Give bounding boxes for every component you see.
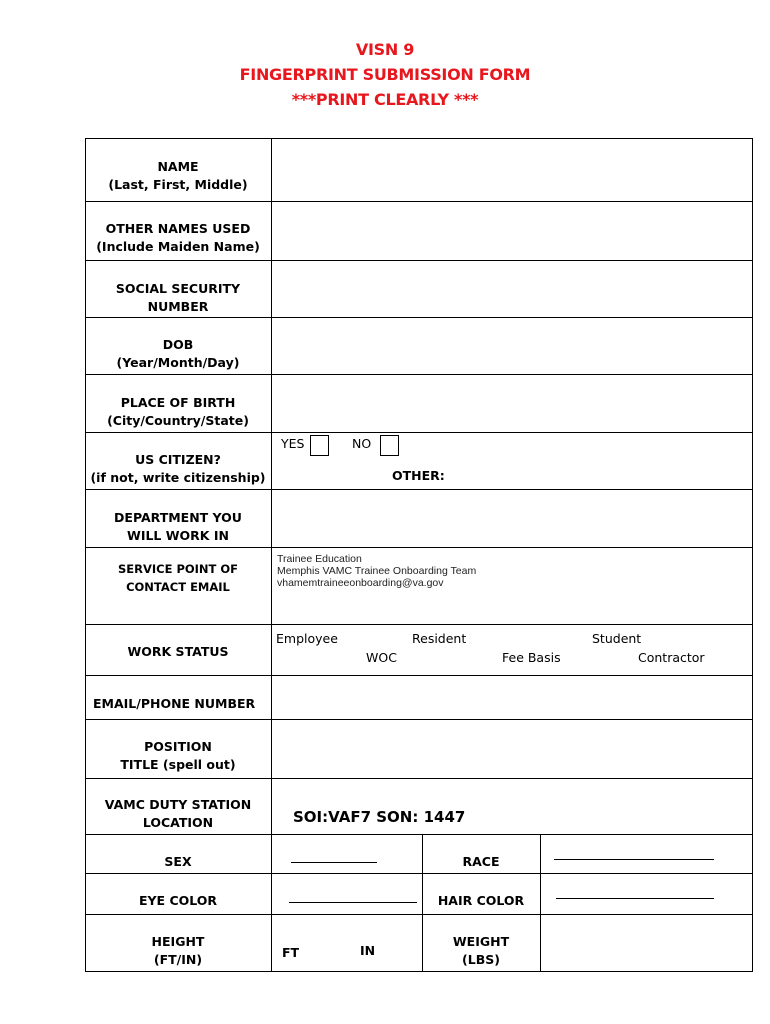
service-poc-label: SERVICE POINT OF CONTACT EMAIL [117,562,239,594]
email-phone-input[interactable] [272,675,752,718]
citizen-yes-label: YES [281,436,305,451]
hair-color-label: HAIR COLOR [437,893,525,908]
place-of-birth-label: PLACE OF BIRTH (City/Country/State) [107,395,249,428]
row-divider [86,432,752,433]
other-names-label: OTHER NAMES USED (Include Maiden Name) [96,221,260,254]
height-in-label: IN [360,943,376,958]
eye-color-input-line[interactable] [289,902,417,903]
dob-input[interactable] [272,317,752,373]
race-label: RACE [462,854,500,869]
citizenship-other-input[interactable] [445,462,745,486]
email-phone-label: EMAIL/PHONE NUMBER [93,696,256,711]
citizen-no-label: NO [352,436,372,451]
ssn-input[interactable] [272,260,752,316]
form-header-visn: VISN 9 [355,40,415,59]
row-divider [86,547,752,548]
eye-color-label: EYE COLOR [138,893,218,908]
position-input[interactable] [272,719,752,776]
work-status-label: WORK STATUS [127,644,229,659]
citizen-no-checkbox[interactable] [380,435,399,456]
sex-label: SEX [164,854,192,869]
us-citizen-label: US CITIZEN? (if not, write citizenship) [90,452,266,485]
ssn-label: SOCIAL SECURITY NUMBER [115,281,241,314]
citizen-yes-checkbox[interactable] [310,435,329,456]
duty-station-label: VAMC DUTY STATION LOCATION [104,797,252,830]
other-names-input[interactable] [272,201,752,259]
dob-label: DOB (Year/Month/Day) [116,337,240,370]
height-ft-label: FT [282,945,300,960]
work-status-resident[interactable]: Resident [412,631,467,646]
service-poc-value: Trainee Education Memphis VAMC Trainee Onboarding Team vhamemtraineeonboarding@va.gov [277,553,477,589]
race-input-line[interactable] [554,859,714,860]
sex-input-line[interactable] [291,862,377,863]
row-divider [86,778,752,779]
row-divider [86,624,752,625]
department-input[interactable] [272,490,752,546]
work-status-contractor[interactable]: Contractor [638,650,705,665]
height-label: HEIGHT (FT/IN) [151,934,205,967]
department-label: DEPARTMENT YOU WILL WORK IN [114,510,242,543]
form-title: FINGERPRINT SUBMISSION FORM [239,65,531,84]
hair-color-input-line[interactable] [556,898,714,899]
work-status-employee[interactable]: Employee [276,631,338,646]
print-clearly-note: ***PRINT CLEARLY *** [291,90,479,109]
position-label: POSITION TITLE (spell out) [120,739,236,772]
work-status-fee-basis[interactable]: Fee Basis [502,650,561,665]
weight-input[interactable] [541,914,752,971]
name-input[interactable] [272,139,752,200]
place-of-birth-input[interactable] [272,375,752,431]
weight-label: WEIGHT (LBS) [452,934,510,967]
citizen-other-label: OTHER: [392,468,445,483]
name-label: NAME (Last, First, Middle) [108,159,248,192]
row-divider [86,834,752,835]
duty-station-value: SOI:VAF7 SON: 1447 [293,808,466,826]
work-status-student[interactable]: Student [592,631,642,646]
row-divider [86,873,752,874]
work-status-woc[interactable]: WOC [366,650,397,665]
